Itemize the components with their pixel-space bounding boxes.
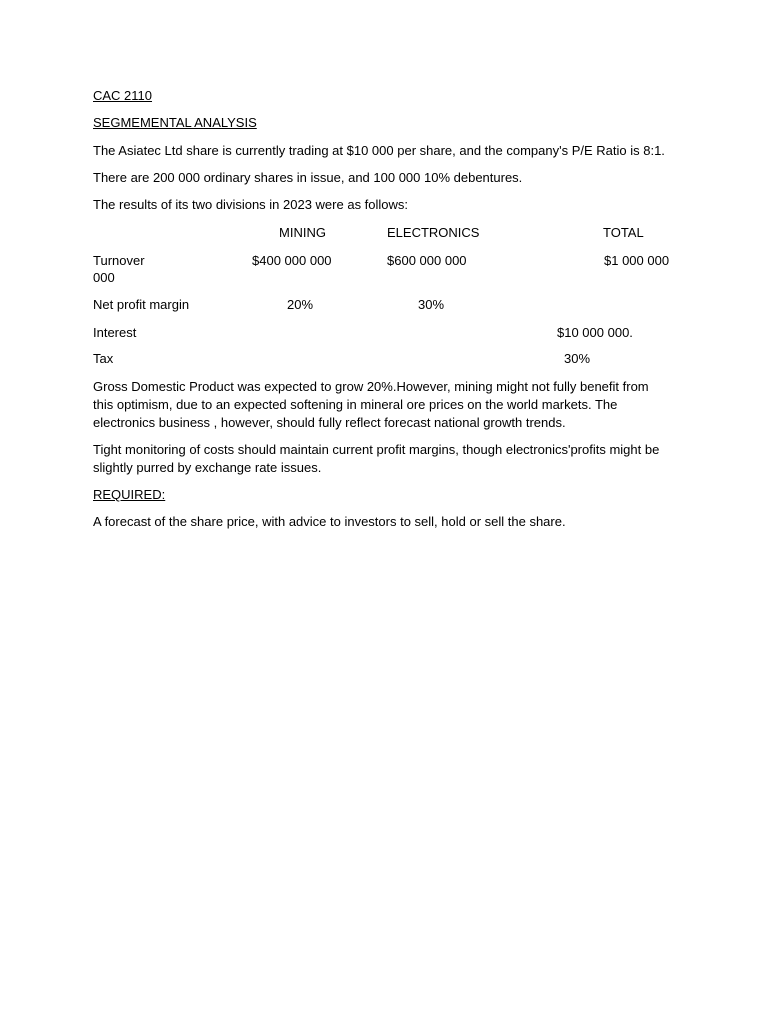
intro-paragraph-1: The Asiatec Ltd share is currently trading at $10 000 per share, and the company's P/E Ratio is 8:1. (93, 143, 665, 158)
gdp-paragraph: Gross Domestic Product was expected to grow 20%.However, mining might not fully benefit from this optimism, due to an expected softening in mineral ore prices on the world markets. The electronics business , however, should fully reflect forecast national growth trends. (93, 379, 649, 430)
interest-label: Interest (93, 325, 137, 340)
interest-value: $10 000 000. (557, 325, 633, 340)
course-code: CAC 2110 (93, 88, 153, 103)
turnover-electronics: $600 000 000 (387, 253, 467, 268)
turnover-label-wrap: 000 (93, 270, 115, 285)
document-heading: SEGMEMENTAL ANALYSIS (93, 115, 257, 130)
turnover-label: Turnover (93, 253, 145, 268)
net-profit-margin-mining: 20% (287, 297, 314, 312)
turnover-total: $1 000 000 (604, 253, 670, 268)
header-mining: MINING (279, 225, 326, 240)
net-profit-margin-label: Net profit margin (93, 297, 190, 312)
required-text: A forecast of the share price, with advice to investors to sell, hold or sell the share. (93, 514, 566, 529)
header-total: TOTAL (603, 225, 644, 240)
tax-value: 30% (564, 351, 591, 366)
turnover-mining: $400 000 000 (252, 253, 332, 268)
tax-label: Tax (93, 351, 114, 366)
intro-paragraph-2: There are 200 000 ordinary shares in issue, and 100 000 10% debentures. (93, 170, 523, 185)
costs-paragraph: Tight monitoring of costs should maintain current profit margins, though electronics'profits might be slightly purred by exchange rate issues. (93, 442, 660, 475)
required-label: REQUIRED: (93, 487, 166, 502)
net-profit-margin-electronics: 30% (418, 297, 445, 312)
intro-paragraph-3: The results of its two divisions in 2023 were as follows: (93, 197, 409, 212)
header-electronics: ELECTRONICS (387, 225, 480, 240)
